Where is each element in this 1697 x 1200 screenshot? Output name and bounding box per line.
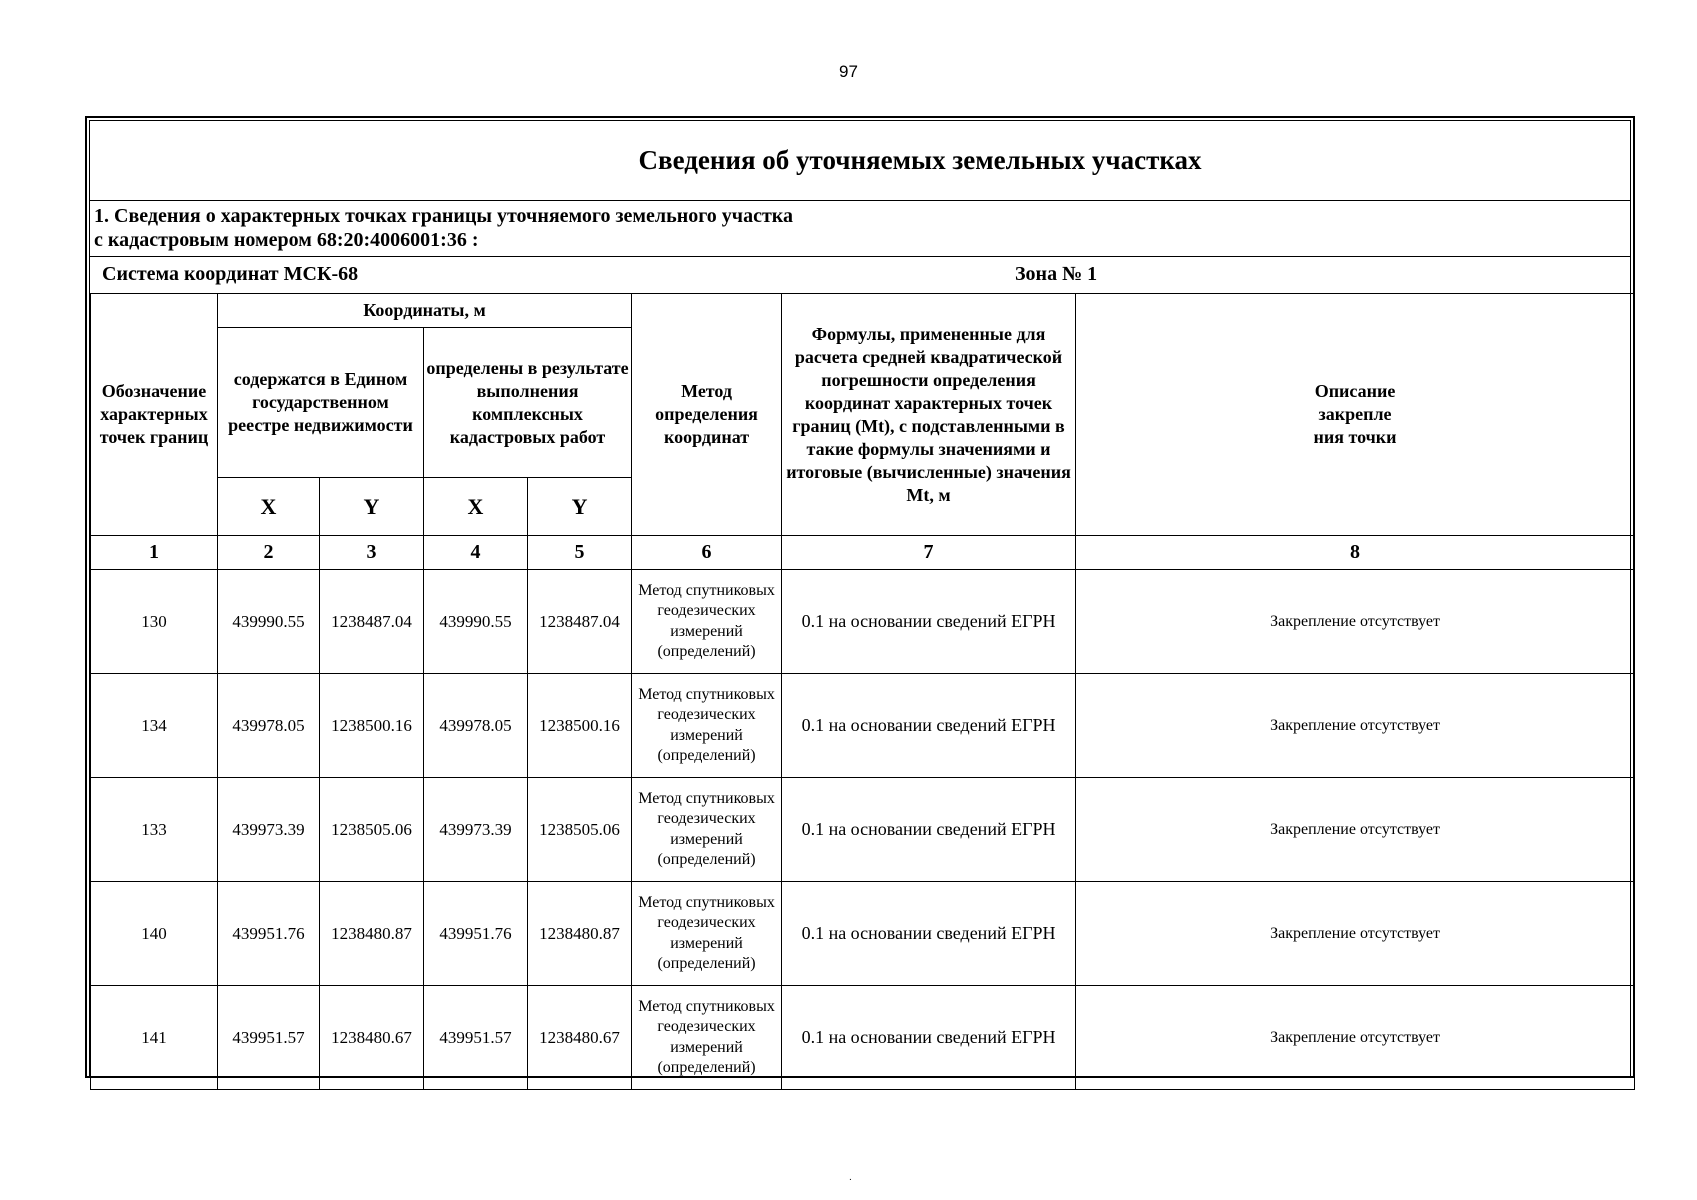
header-coordinates: Координаты, м [218, 294, 632, 328]
determined-y: 1238500.16 [528, 674, 632, 778]
determined-x: 439951.57 [424, 986, 528, 1090]
header-x-determined: X [424, 478, 528, 536]
description-cell: Закрепление отсутствует [1076, 570, 1635, 674]
column-number: 2 [218, 536, 320, 570]
column-number: 4 [424, 536, 528, 570]
registry-x: 439973.39 [218, 778, 320, 882]
formula-cell: 0.1 на основании сведений ЕГРН [782, 778, 1076, 882]
method-cell: Метод спутниковых геодезических измерений (определений) [632, 674, 782, 778]
point-number: 130 [91, 570, 218, 674]
section-heading-line1: 1. Сведения о характерных точках границы уточняемого земельного участка [94, 205, 794, 227]
formula-cell: 0.1 на основании сведений ЕГРН [782, 882, 1076, 986]
header-in-registry: содержатся в Едином государственном реестре недвижимости [218, 328, 424, 478]
header-method: Метод определения координат [632, 294, 782, 536]
formula-cell: 0.1 на основании сведений ЕГРН [782, 570, 1076, 674]
registry-x: 439951.57 [218, 986, 320, 1090]
determined-x: 439990.55 [424, 570, 528, 674]
coordinate-system-label: Система координат МСК-68 [102, 263, 359, 285]
column-number: 1 [91, 536, 218, 570]
header-y-determined: Y [528, 478, 632, 536]
column-numbers-row [91, 536, 1635, 570]
registry-y: 1238500.16 [320, 674, 424, 778]
point-number: 141 [91, 986, 218, 1090]
column-number: 8 [1076, 536, 1635, 570]
table-row [91, 986, 1635, 1090]
header-point-designation: Обозначение характерных точек границ [91, 294, 218, 536]
point-number: 133 [91, 778, 218, 882]
registry-x: 439951.76 [218, 882, 320, 986]
point-number: 134 [91, 674, 218, 778]
registry-y: 1238480.67 [320, 986, 424, 1090]
coordinate-system-row [90, 257, 1630, 294]
determined-x: 439951.76 [424, 882, 528, 986]
description-cell: Закрепление отсутствует [1076, 986, 1635, 1090]
table-row [91, 570, 1635, 674]
header-y-registry: Y [320, 478, 424, 536]
table-row [91, 778, 1635, 882]
method-cell: Метод спутниковых геодезических измерений (определений) [632, 986, 782, 1090]
document-title: Сведения об уточняемых земельных участках [90, 121, 1630, 201]
registry-y: 1238505.06 [320, 778, 424, 882]
table-row [91, 674, 1635, 778]
determined-y: 1238480.87 [528, 882, 632, 986]
formula-cell: 0.1 на основании сведений ЕГРН [782, 986, 1076, 1090]
column-number: 3 [320, 536, 424, 570]
method-cell: Метод спутниковых геодезических измерений (определений) [632, 570, 782, 674]
section-heading [90, 201, 1630, 257]
table-row [91, 882, 1635, 986]
description-cell: Закрепление отсутствует [1076, 882, 1635, 986]
determined-x: 439973.39 [424, 778, 528, 882]
determined-y: 1238480.67 [528, 986, 632, 1090]
point-number: 140 [91, 882, 218, 986]
header-determined: определены в результате выполнения комплексных кадастровых работ [424, 328, 632, 478]
column-number: 7 [782, 536, 1076, 570]
header-x-registry: X [218, 478, 320, 536]
registry-x: 439978.05 [218, 674, 320, 778]
determined-y: 1238505.06 [528, 778, 632, 882]
description-cell: Закрепление отсутствует [1076, 778, 1635, 882]
method-cell: Метод спутниковых геодезических измерений (определений) [632, 882, 782, 986]
description-cell: Закрепление отсутствует [1076, 674, 1635, 778]
formula-cell: 0.1 на основании сведений ЕГРН [782, 674, 1076, 778]
determined-x: 439978.05 [424, 674, 528, 778]
registry-x: 439990.55 [218, 570, 320, 674]
document-frame [85, 116, 1635, 1078]
page-number: 97 [839, 62, 858, 81]
header-formulas: Формулы, примененные для расчета средней квадратической погрешности определения координат характерных точек границ (Mt), с подставленными в такие формулы значениями и итоговые (вычисленные) значения Mt, м [782, 294, 1076, 536]
registry-y: 1238487.04 [320, 570, 424, 674]
determined-y: 1238487.04 [528, 570, 632, 674]
section-heading-line2: с кадастровым номером 68:20:4006001:36 : [94, 229, 479, 251]
zone-label: Зона № 1 [1015, 263, 1098, 285]
header-description: Описание закрепле ния точки [1076, 294, 1635, 536]
document-inner-frame [89, 120, 1631, 1078]
registry-y: 1238480.87 [320, 882, 424, 986]
boundary-points-table [90, 293, 1635, 1090]
method-cell: Метод спутниковых геодезических измерений (определений) [632, 778, 782, 882]
column-number: 5 [528, 536, 632, 570]
footer-mark: . [849, 1172, 852, 1183]
column-number: 6 [632, 536, 782, 570]
